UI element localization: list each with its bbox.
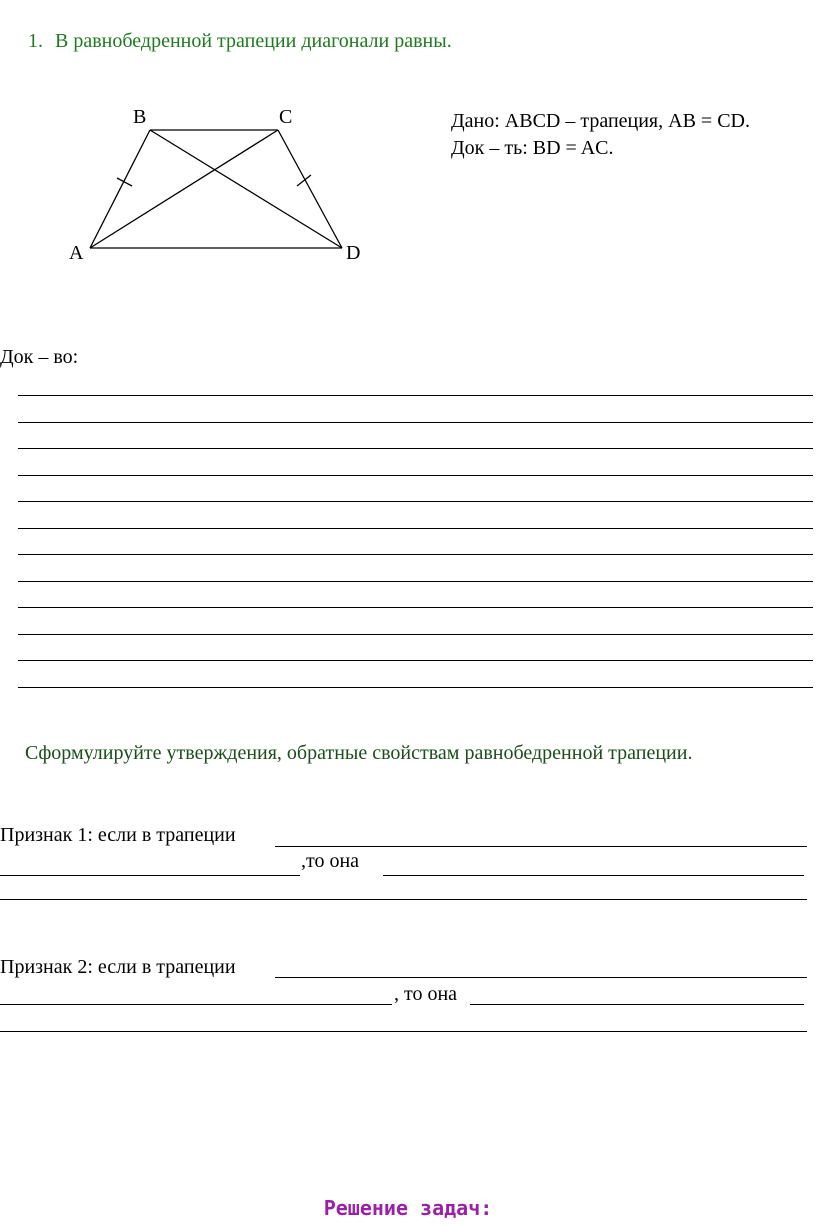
ruled-line[interactable] bbox=[18, 581, 813, 582]
sign2-blank-4[interactable] bbox=[0, 1031, 807, 1032]
ruled-line[interactable] bbox=[18, 687, 813, 688]
side-cd bbox=[278, 130, 342, 248]
diagonal-ac bbox=[90, 130, 278, 248]
ruled-line[interactable] bbox=[18, 660, 813, 661]
sign2-blank-1[interactable] bbox=[275, 977, 807, 978]
task-number: 1. bbox=[28, 30, 43, 52]
task-title-text: В равнобедренной трапеции диагонали равны. bbox=[55, 30, 452, 52]
proof-label: Док – во: bbox=[0, 346, 79, 368]
task-instruction: Сформулируйте утверждения, обратные свойствам равнобедренной трапеции. bbox=[25, 742, 693, 764]
footer-title: Решение задач: bbox=[323, 1196, 493, 1220]
ruled-line[interactable] bbox=[18, 528, 813, 529]
to-prove-line: Док – ть: BD = AC. bbox=[451, 137, 614, 159]
sign1-blank-4[interactable] bbox=[0, 899, 807, 900]
sign2-middle: , то она bbox=[394, 983, 458, 1005]
given-line: Дано: ABCD – трапеция, AB = CD. bbox=[451, 110, 750, 132]
vertex-label-c: C bbox=[279, 106, 293, 128]
vertex-label-a: A bbox=[69, 242, 84, 264]
sign1-middle: ,то она bbox=[301, 850, 360, 872]
sign2-blank-3[interactable] bbox=[470, 1004, 804, 1005]
ruled-line[interactable] bbox=[18, 448, 813, 449]
given-block bbox=[451, 108, 750, 162]
diagonal-bd bbox=[150, 130, 342, 248]
sign1-blank-1[interactable] bbox=[275, 846, 807, 847]
sign2-blank-2[interactable] bbox=[0, 1004, 392, 1005]
ruled-line[interactable] bbox=[18, 607, 813, 608]
vertex-label-d: D bbox=[346, 242, 361, 264]
ruled-line[interactable] bbox=[18, 475, 813, 476]
sign1-blank-3[interactable] bbox=[383, 875, 804, 876]
ruled-line[interactable] bbox=[18, 422, 813, 423]
ruled-line[interactable] bbox=[18, 395, 813, 396]
ruled-line[interactable] bbox=[18, 554, 813, 555]
sign1-blank-2[interactable] bbox=[0, 875, 300, 876]
sign2-prefix: Признак 2: если в трапеции bbox=[0, 956, 236, 978]
ruled-line[interactable] bbox=[18, 634, 813, 635]
vertex-label-b: B bbox=[133, 106, 147, 128]
sign1-prefix: Признак 1: если в трапеции bbox=[0, 824, 236, 846]
ruled-line[interactable] bbox=[18, 501, 813, 502]
side-ab bbox=[90, 130, 150, 248]
